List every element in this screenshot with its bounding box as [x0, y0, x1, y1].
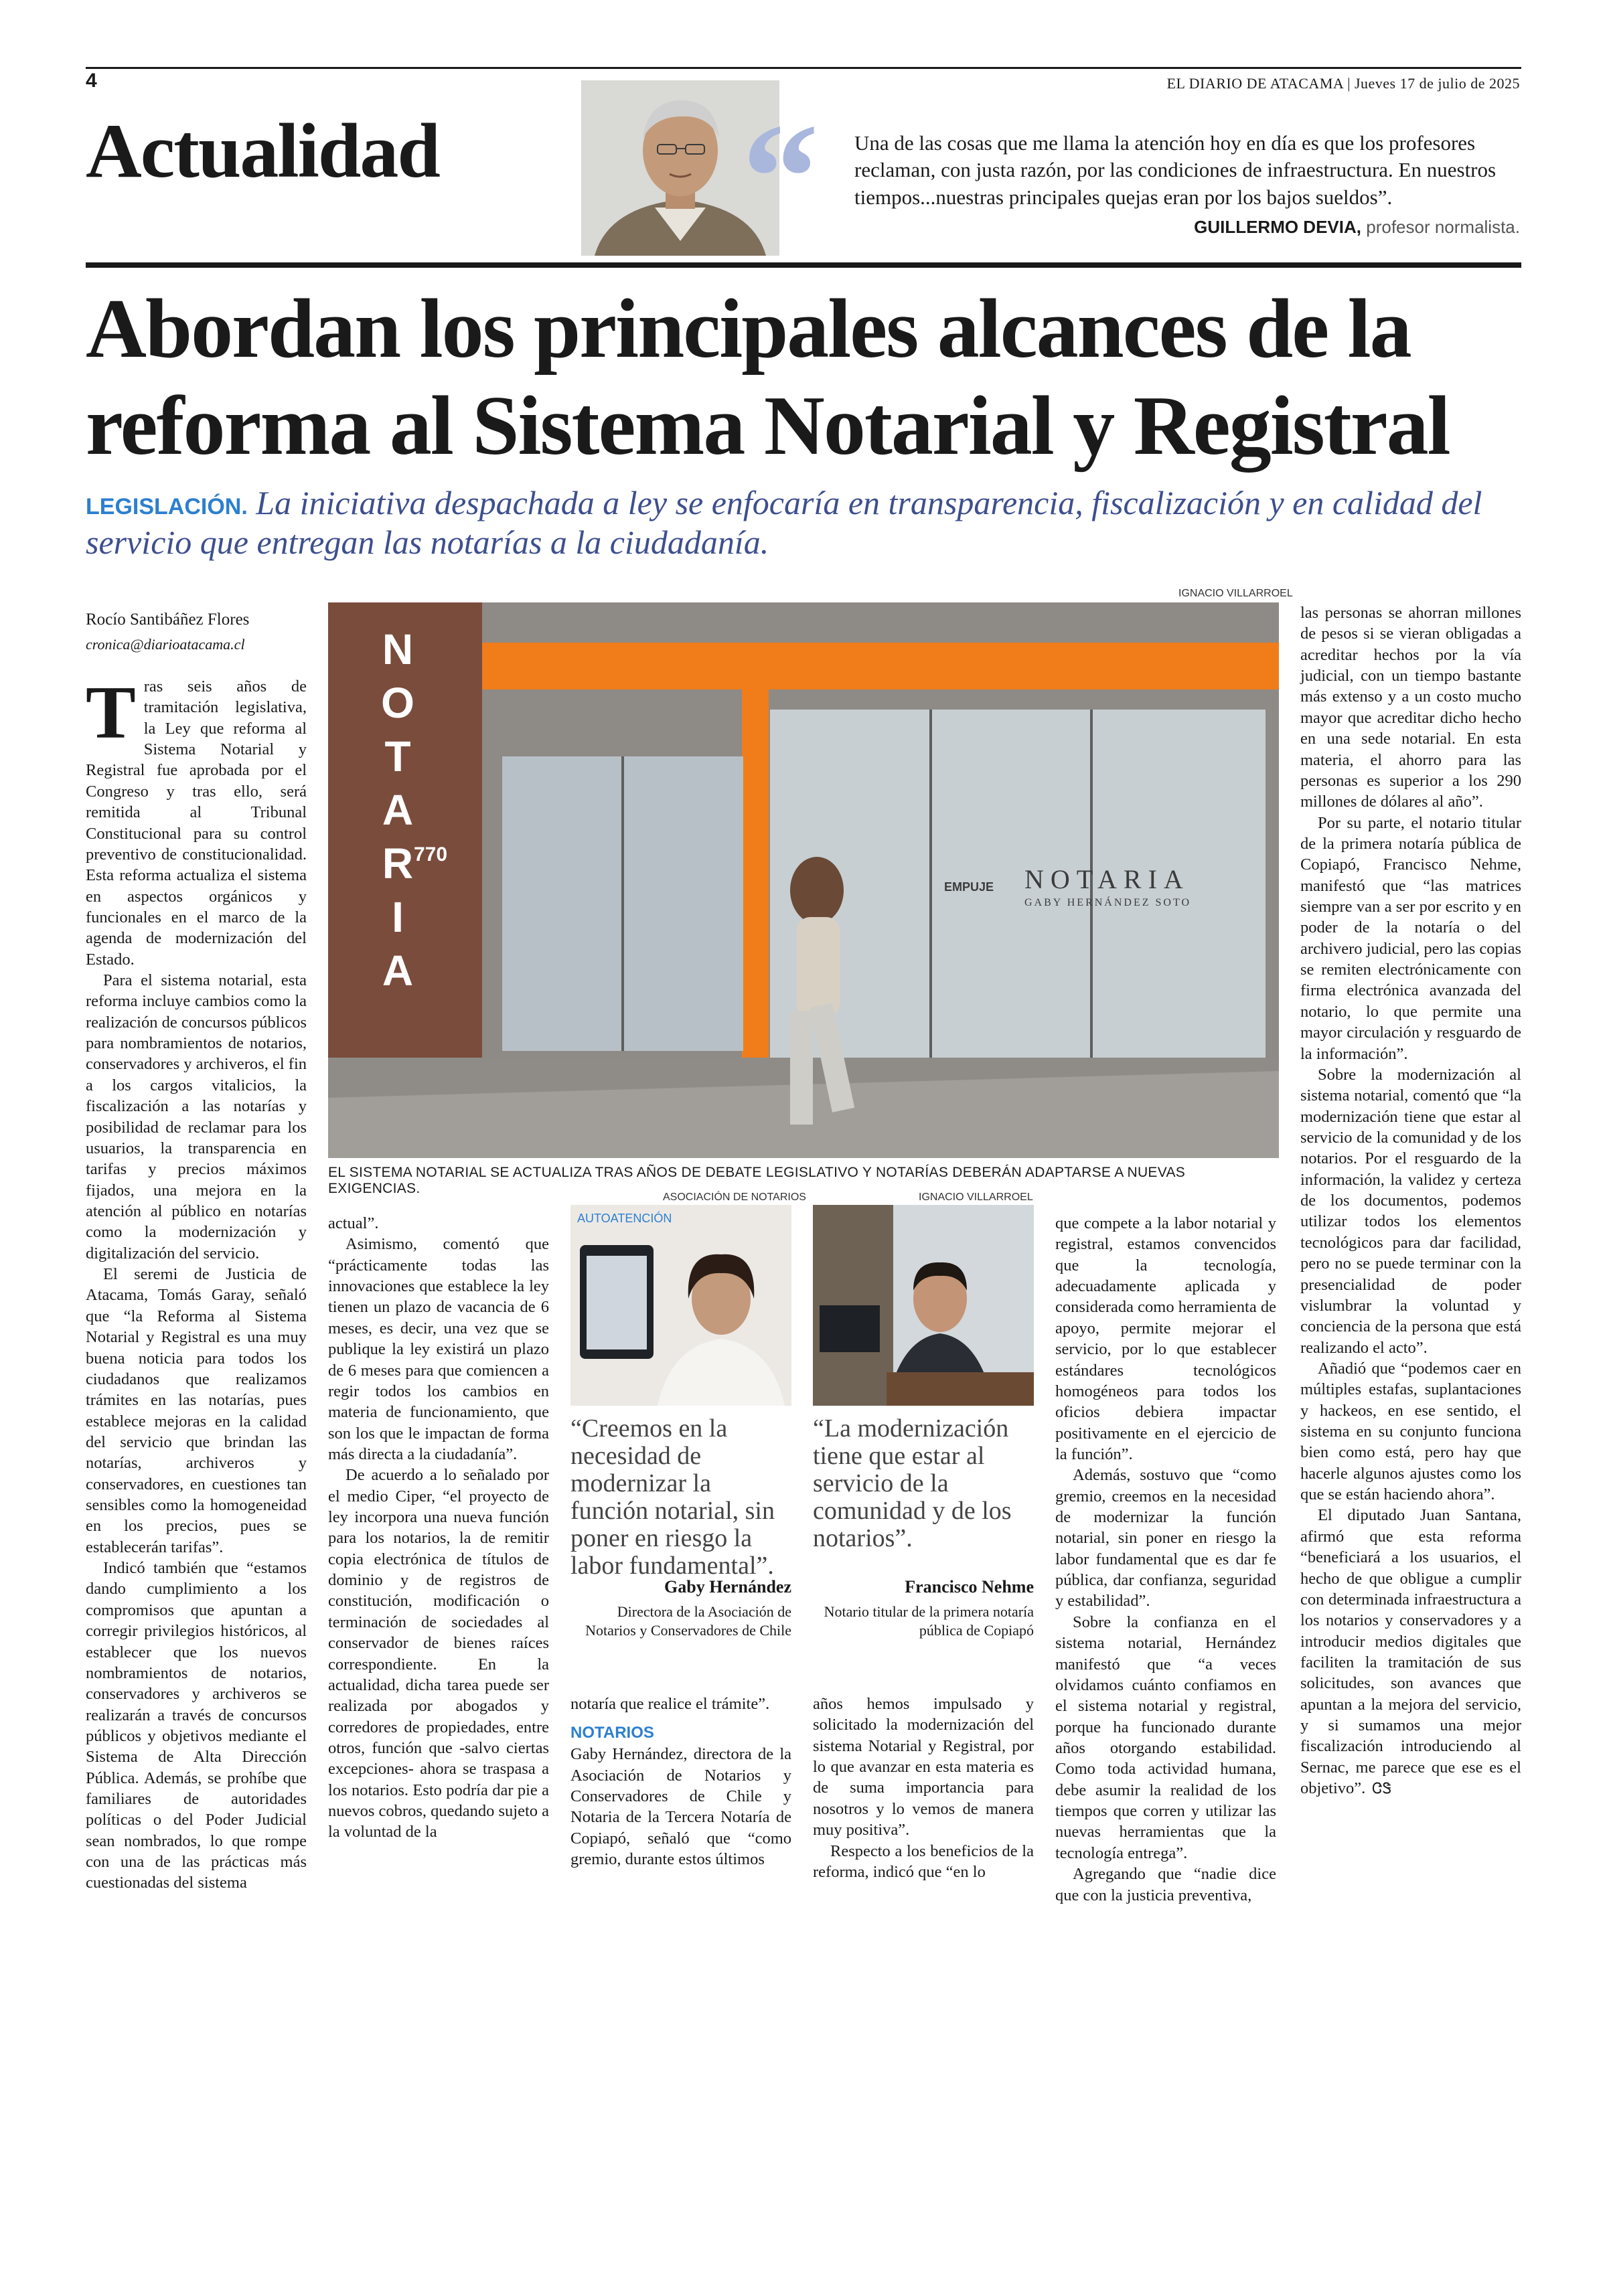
section-title: Actualidad	[86, 108, 439, 194]
quote-author	[1194, 217, 1520, 238]
sign-number: 770	[414, 843, 448, 866]
paragraph: Asimismo, comentó que “prácticamente todas las innovaciones que establece la ley tienen un plazo de vacancia de 6 meses, es decir, una vez que se publique la ley existirá un plazo de 6 meses para que comiencen a regir todos los cambios en materia de funcionamiento, que son los que le impactan de forma más directa a la ciudadanía”.	[328, 1235, 549, 1463]
paragraph: Sobre la modernización al sistema notarial, comentó que “la modernización tiene que estar al servicio de la comunidad y de los notarios. Por el resguardo de la información, la validez y certeza de los documentos, podemos utilizar todos los elementos tecnológicos para dar facilidad, pero no se puede terminar con la presencialidad de poder vislumbrar la voluntad y conciencia de la persona que está realizando el acto”.	[1300, 1065, 1521, 1357]
subhead: NOTARIOS	[570, 1724, 654, 1742]
box2-name: Francisco Nehme	[905, 1577, 1034, 1596]
kicker-tag: LEGISLACIÓN.	[86, 494, 248, 519]
paragraph: que compete a la labor notarial y registral, estamos convencidos que la tecnología, adecuadamente aplicada y considerada como herramienta de apoyo, permite mejorar el servicio, por lo que establecer estándares tecnológicos homogéneos para todos los oficios debiera impactar positivamente en el ejercicio de la función”.	[1055, 1214, 1276, 1463]
paragraph: Añadió que “podemos caer en múltiples estafas, suplantaciones y hackeos, en ese sentido, el sistema en su conjunto funciona bien como está, pero hay que hacerle algunos ajustes como los que se están haciendo ahora”.	[1300, 1359, 1521, 1504]
box1-pullquote: “Creemos en la necesidad de modernizar la función notarial, sin poner en riesgo la labor fundamental”.	[570, 1414, 775, 1580]
header-rule	[86, 262, 1521, 268]
paragraph: Además, sostuvo que “como gremio, creemos en la necesidad de modernizar la función notarial, sin poner en riesgo la labor fundamental que es dar fe pública, dar confianza, seguridad y estabilidad”.	[1055, 1466, 1276, 1611]
issue-date: Jueves 17 de julio de 2025	[1354, 75, 1520, 92]
paragraph: las personas se ahorran millones de pesos si se vieran obligadas a acreditar hechos por la vía judicial, con un tiempo bastante más extenso y a un costo mucho mayor que acreditar dicho hecho en una sede notarial. En esta materia, el ahorro para las personas es superior a los 290 millones de dólares al año”.	[1300, 604, 1521, 811]
paragraph: Indicó también que “estamos dando cumplimiento a los compromisos que apuntan a corregir privilegios históricos, al establecer que los nuevos nombramientos de notarios, conservadores y archiveros se realizarán a través de concursos públicos y objetivos mediante el Sistema de Alta Dirección Pública. Además, se prohíbe que familiares de autoridades políticas o del Poder Judicial sean nombrados, lo que rompe con una de las prácticas más cuestionadas del sistema	[86, 1559, 307, 1892]
paragraph: Gaby Hernández, directora de la Asociación de Notarios y Conservadores de Chile y Notaria de la Tercera Notaría de Copiapó, señaló que “como gremio, durante estos últimos	[570, 1745, 791, 1869]
paragraph: Tras seis años de tramitación legislativa, la Ley que reforma al Sistema Notarial y Registral fue aprobada por el Congreso y tras ello, será remitida al Tribunal Constitucional para su control preventivo de constitucionalidad. Esta reforma actualiza el sistema en aspectos orgánicos y funcionales en el marco de la agenda de modernización del Estado.	[86, 671, 307, 969]
paragraph: actual”.	[328, 1214, 379, 1232]
featured-quote: Una de las cosas que me llama la atención hoy en día es que los profesores reclaman, con justa razón, por las condiciones de infraestructura. En nuestros tiempos...nuestras principales quejas eran por los bajos sueldos”.	[854, 131, 1497, 209]
quote-author-name: GUILLERMO DEVIA,	[1194, 217, 1361, 237]
end-mark-icon: ᏣᏕ	[1372, 1780, 1392, 1797]
box1-role: Directora de la Asociación de Notarios y Conservadores de Chile	[585, 1603, 791, 1639]
photo-credit: IGNACIO VILLARROEL	[1178, 588, 1293, 599]
box1-photo	[570, 1205, 791, 1406]
box2-photo-credit: IGNACIO VILLARROEL	[919, 1192, 1033, 1203]
paragraph: El diputado Juan Santana, afirmó que esta reforma “beneficiará a los usuarios, el hecho de que obligue a cumplir con determinada infraestructura a los notarios y conservadores y a introducir medios digitales que faciliten la tramitación de sus solicitudes, son avances que apuntan a la mejora del servicio, y si sumamos una mejor fiscalización introduciendo al Sernac, me parece que ese es el objetivo”. ᏣᏕ	[1300, 1506, 1521, 1798]
screen-label: AUTOATENCIÓN	[577, 1212, 672, 1225]
portrait-nehme-illustration	[813, 1205, 1034, 1406]
article-column-2	[328, 1213, 549, 1843]
paragraph: Respecto a los beneficios de la reforma, indicó que “en lo	[813, 1841, 1034, 1881]
article-headline: Abordan los principales alcances de la reforma al Sistema Notarial y Registral	[86, 282, 1450, 473]
top-rule	[86, 67, 1521, 69]
article-kicker	[86, 483, 1492, 562]
paragraph: El seremi de Justicia de Atacama, Tomás Garay, señaló que “la Reforma al Sistema Notarial y Registral es una muy buena noticia para todos los ciudadanos que realizamos trámites en las notarías, pues establece mejoras en la calidad del servicio que brindan las notarías, archiveros y conservadores, en cuestiones tan sensibles como la homogeneidad en los precios, pues se establecerán tarifas”.	[86, 1265, 307, 1556]
box2-role: Notario titular de la primera notaría pública de Copiapó	[824, 1603, 1034, 1639]
quote-mark-icon: “	[742, 92, 819, 262]
drop-cap: T	[86, 671, 136, 754]
door-label: EMPUJE	[944, 880, 994, 894]
page-number: 4	[86, 70, 97, 92]
paragraph: Agregando que “nadie dice que con la justicia preventiva,	[1055, 1865, 1276, 1904]
quote-author-role: profesor normalista.	[1366, 217, 1520, 237]
publication-name: EL DIARIO DE ATACAMA	[1166, 75, 1344, 92]
main-photo	[328, 602, 1279, 1158]
author-email: cronica@diarioatacama.cl	[86, 636, 245, 653]
sign-vertical-text: NOTARIA	[381, 625, 414, 995]
portrait-hernandez-illustration	[570, 1205, 791, 1406]
article-column-1	[86, 671, 307, 1894]
kicker-text: La iniciativa despachada a ley se enfocaría en transparencia, fiscalización y en calidad del servicio que entregan las notarías a la ciudadanía.	[86, 484, 1482, 561]
paragraph: Para el sistema notarial, esta reforma incluye cambios como la realización de concursos públicos para nombramientos de notarios, conservadores y archiveros, el fin a los cargos vitalicios, la fiscalización a las notarías y posibilidad de reclamar para los usuarios, la transparencia en tarifas y precios máximos fijados, una mejora en la atención al público en notarías como la modernización y digitalización del servicio.	[86, 971, 307, 1262]
article-column-6	[1300, 602, 1521, 1799]
paragraph: Sobre la confianza en el sistema notarial, Hernández manifestó que “a veces olvidamos cuánto confiamos en el sistema notarial y registral, porque ha funcionado durante años otorgando estabilidad. Como toda actividad humana, debe asumir la realidad de los tiempos que corren y utilizar las nuevas herramientas que la tecnología entrega”.	[1055, 1613, 1276, 1862]
byline: Rocío Santibáñez Flores	[86, 610, 250, 629]
paragraph: notaría que realice el trámite”.	[570, 1695, 770, 1713]
paragraph: Por su parte, el notario titular de la primera notaría pública de Copiapó, Francisco Nehme, manifestó que “las matrices siempre van a ser por escrito y en poder de la notaría o del archivero judicial, pero las copias se remiten electrónicamente con firma electrónica avanzada del notario, lo que permite una mayor circulación y resguardo de la información”.	[1300, 813, 1521, 1063]
article-column-5	[1055, 1213, 1276, 1906]
box1-name: Gaby Hernández	[664, 1577, 791, 1596]
glass-logo-sub: GABY HERNÁNDEZ SOTO	[1024, 897, 1191, 908]
glass-logo: NOTARIA	[1024, 864, 1190, 894]
masthead: EL DIARIO DE ATACAMA | Jueves 17 de julio de 2025	[1166, 75, 1520, 92]
paragraph: De acuerdo a lo señalado por el medio Ciper, “el proyecto de ley incorpora una nueva función para los notarios, la de remitir copia electrónica de títulos de dominio y de registros de constitución, modificación o terminación de sociedades al conservador de bienes raíces correspondiente. En la actualidad, dicha tarea puede ser realizada por abogados y corredores de propiedades, entre otros, función que -salvo ciertas excepciones- ahora se traspasa a los notarios. Esto podría dar pie a nuevos cobros, quedando sujeto a la voluntad de la	[328, 1466, 549, 1841]
article-column-3	[570, 1694, 791, 1870]
box1-photo-credit: ASOCIACIÓN DE NOTARIOS	[663, 1192, 806, 1203]
photo-caption: EL SISTEMA NOTARIAL SE ACTUALIZA TRAS AÑOS DE DEBATE LEGISLATIVO Y NOTARÍAS DEBERÁN ADAPTARSE A NUEVAS EXIGENCIAS.	[328, 1165, 1186, 1196]
article-column-4	[813, 1694, 1034, 1882]
box2-photo	[813, 1205, 1034, 1406]
paragraph: años hemos impulsado y solicitado la modernización del sistema Notarial y Registral, por lo que avanzar en esta materia es de suma importancia para nosotros y lo vemos de manera muy positiva”.	[813, 1695, 1034, 1839]
box2-pullquote: “La modernización tiene que estar al servicio de la comunidad y de los notarios”.	[813, 1414, 1012, 1553]
